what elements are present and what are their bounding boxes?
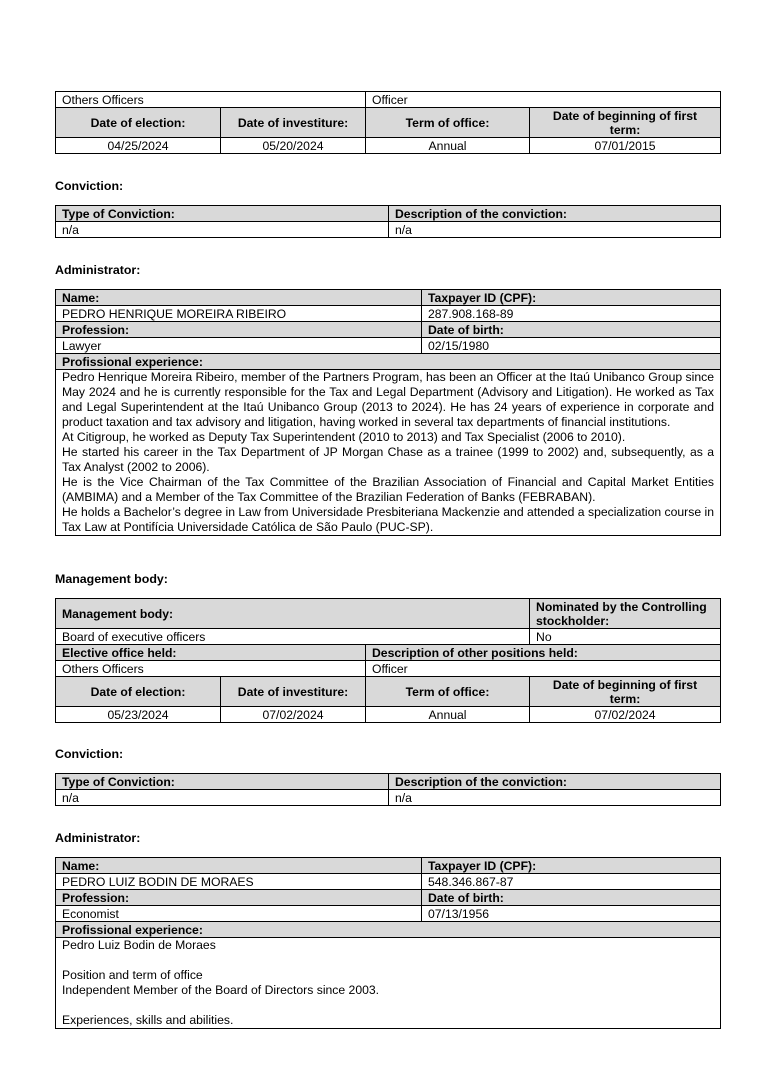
- elective-office-value: Others Officers: [56, 661, 366, 677]
- investiture-date-header: Date of investiture:: [221, 108, 366, 138]
- birth-header: Date of birth:: [422, 890, 721, 906]
- experience-text: Pedro Luiz Bodin de Moraes Position and term of office Independent Member of the Board of Directors since 2003. Experiences, skills and abilities.: [56, 938, 721, 1029]
- term-value: Annual: [366, 707, 530, 723]
- administrator-title: Administrator:: [55, 831, 141, 845]
- first-term-value: 07/01/2015: [530, 138, 721, 154]
- profession-value: Lawyer: [56, 338, 422, 354]
- conviction-title: Conviction:: [55, 747, 124, 761]
- other-positions-header: Description of other positions held:: [366, 645, 721, 661]
- conviction-desc-header: Description of the conviction:: [389, 206, 721, 222]
- conviction-desc-header: Description of the conviction:: [389, 774, 721, 790]
- profession-header: Profession:: [56, 890, 422, 906]
- profession-value: Economist: [56, 906, 422, 922]
- elective-office-header: Elective office held:: [56, 645, 366, 661]
- birth-value: 02/15/1980: [422, 338, 721, 354]
- experience-paragraph: At Citigroup, he worked as Deputy Tax Superintendent (2010 to 2013) and Tax Specialist (2006 to 2010).: [62, 430, 626, 444]
- term-header: Term of office:: [366, 677, 530, 707]
- management-body-title: Management body:: [55, 572, 168, 586]
- name-header: Name:: [56, 290, 422, 306]
- taxpayer-value: 287.908.168-89: [422, 306, 721, 322]
- experience-paragraph: He holds a Bachelor’s degree in Law from Universidade Presbiteriana Mackenzie and attended a specialization course in Tax Law at Pontifícia Universidade Católica de São Paulo (PUC-SP).: [62, 505, 714, 534]
- first-term-header: Date of beginning of first term:: [530, 677, 721, 707]
- experience-paragraph: He is the Vice Chairman of the Tax Committee of the Brazilian Association of Financial and Capital Market Entities (AMBIMA) and a Member of the Tax Committee of the Brazilian Federation of Banks (FEBRABAN).: [62, 475, 714, 504]
- name-header: Name:: [56, 858, 422, 874]
- experience-text: [56, 370, 721, 536]
- experience-header: Profissional experience:: [56, 354, 721, 370]
- name-value: PEDRO LUIZ BODIN DE MORAES: [56, 874, 422, 890]
- conviction-type-header: Type of Conviction:: [56, 206, 389, 222]
- investiture-date-header: Date of investiture:: [221, 677, 366, 707]
- nominated-header: Nominated by the Controlling stockholder:: [530, 599, 721, 629]
- first-term-header: Date of beginning of first term:: [530, 108, 721, 138]
- profession-header: Profession:: [56, 322, 422, 338]
- conviction-type-value: n/a: [56, 222, 389, 238]
- experience-header: Profissional experience:: [56, 922, 721, 938]
- administrator-table-2: [55, 857, 720, 1029]
- conviction-type-header: Type of Conviction:: [56, 774, 389, 790]
- conviction-table-1: [55, 205, 720, 238]
- taxpayer-header: Taxpayer ID (CPF):: [422, 290, 721, 306]
- positions-table-1: [55, 91, 720, 154]
- election-date-header: Date of election:: [56, 677, 221, 707]
- name-value: PEDRO HENRIQUE MOREIRA RIBEIRO: [56, 306, 422, 322]
- term-header: Term of office:: [366, 108, 530, 138]
- other-positions-value: Officer: [366, 661, 721, 677]
- taxpayer-value: 548.346.867-87: [422, 874, 721, 890]
- birth-header: Date of birth:: [422, 322, 721, 338]
- term-value: Annual: [366, 138, 530, 154]
- nominated-value: No: [530, 629, 721, 645]
- experience-paragraph: Pedro Henrique Moreira Ribeiro, member of the Partners Program, has been an Officer at the Itaú Unibanco Group since May 2024 and he is currently responsible for the Tax and Legal Department (Advisory and Litigation). He worked as Tax and Legal Superintendent at the Itaú Unibanco Group (2013 to 2024). He has 24 years of experience in corporate and product taxation and tax advisory and litigation, having worked in several tax departments of financial institutions.: [62, 370, 714, 429]
- birth-value: 07/13/1956: [422, 906, 721, 922]
- election-date-value: 05/23/2024: [56, 707, 221, 723]
- experience-paragraph: He started his career in the Tax Department of JP Morgan Chase as a trainee (1999 to 2002) and, subsequently, as a Tax Analyst (2002 to 2006).: [62, 445, 714, 474]
- elective-office-value: Others Officers: [56, 92, 366, 108]
- management-body-value: Board of executive officers: [56, 629, 530, 645]
- administrator-table-1: [55, 289, 720, 536]
- conviction-title: Conviction:: [55, 179, 124, 193]
- investiture-date-value: 05/20/2024: [221, 138, 366, 154]
- election-date-value: 04/25/2024: [56, 138, 221, 154]
- other-positions-value: Officer: [366, 92, 721, 108]
- conviction-desc-value: n/a: [389, 790, 721, 806]
- conviction-type-value: n/a: [56, 790, 389, 806]
- conviction-desc-value: n/a: [389, 222, 721, 238]
- management-body-header: Management body:: [56, 599, 530, 629]
- investiture-date-value: 07/02/2024: [221, 707, 366, 723]
- first-term-value: 07/02/2024: [530, 707, 721, 723]
- management-body-table: [55, 598, 720, 723]
- conviction-table-2: [55, 773, 720, 806]
- taxpayer-header: Taxpayer ID (CPF):: [422, 858, 721, 874]
- election-date-header: Date of election:: [56, 108, 221, 138]
- administrator-title: Administrator:: [55, 263, 141, 277]
